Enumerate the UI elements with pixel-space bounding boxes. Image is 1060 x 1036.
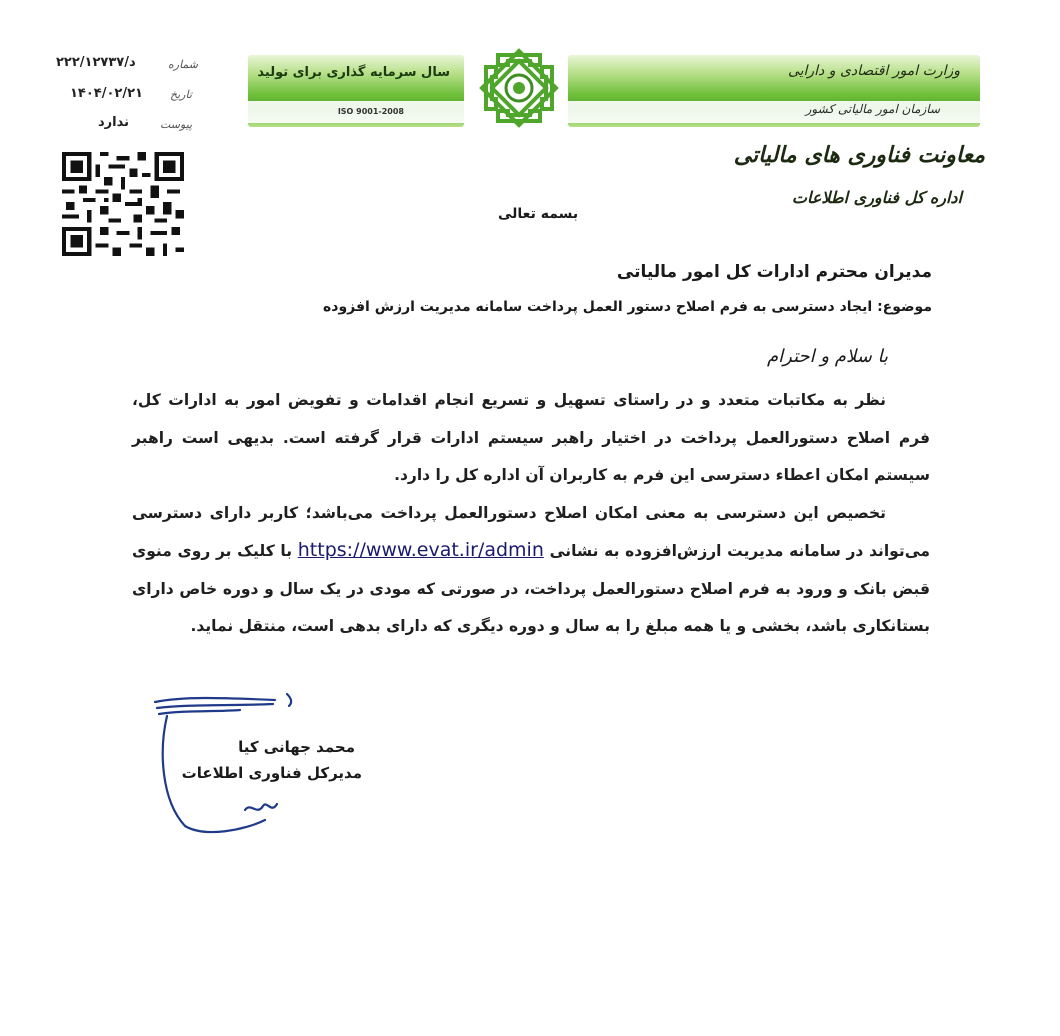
paragraph-2-intro: تخصیص این دسترسی به معنی امکان اصلاح دستورالعمل پرداخت می‌باشد؛ کاربر دارای دسترسی می‌تواند در سامانه مدیریت ارزش‌افزوده به نشانی	[132, 503, 930, 560]
letter-body	[132, 382, 930, 646]
ministry-name: وزارت امور اقتصادی و دارایی	[787, 63, 960, 79]
signatory-title: مدیرکل فناوری اطلاعات	[181, 764, 362, 782]
number-value: د/۲۲۲/۱۲۷۳۷	[56, 55, 136, 70]
paragraph-1: نظر به مکاتبات متعدد و در راستای تسهیل و تسریع انجام اقدامات و تفویض امور به ادارات کل، فرم اصلاح دستورالعمل پرداخت در اختیار راهبر سیستم ادارات قرار گرفته است. بدیهی است راهبر سیستم امکان اعطاء دسترسی این فرم به کاربران آن اداره کل را دارد.	[132, 391, 930, 484]
department-title: اداره کل فناوری اطلاعات	[791, 188, 962, 207]
recipient: مدیران محترم ادارات کل امور مالیاتی	[616, 262, 932, 282]
invocation: بسمه تعالی	[498, 206, 579, 222]
admin-url-link[interactable]: https://www.evat.ir/admin	[297, 539, 544, 561]
attachment-value: ندارد	[98, 115, 130, 130]
date-value: ۱۴۰۴/۰۲/۲۱	[70, 86, 143, 101]
ministry-banner	[568, 55, 980, 127]
date-label: تاریخ	[170, 88, 192, 101]
paragraph-2-rest: با کلیک بر روی منوی قبض بانک و ورود به فرم اصلاح دستورالعمل پرداخت، در صورتی که مودی در یک سال و دوره خاص دارای بستانکاری باشد، بخشی و یا همه مبلغ را به سال و دوره دیگری که دارای بدهی است، منتقل نماید.	[132, 542, 930, 635]
tax-organization-emblem-icon	[476, 45, 562, 131]
paragraph-2	[132, 495, 930, 646]
qr-code-icon	[62, 152, 184, 256]
number-label: شماره	[168, 58, 199, 71]
signatory-name: محمد جهانی کیا	[238, 738, 355, 756]
organization-name: سازمان امور مالیاتی کشور	[805, 102, 940, 116]
subject-line: موضوع: ایجاد دسترسی به فرم اصلاح دستور العمل پرداخت سامانه مدیریت ارزش افزوده	[323, 299, 932, 315]
greeting: با سلام و احترام	[767, 346, 888, 367]
deputy-title: معاونت فناوری های مالیاتی	[733, 142, 985, 168]
attachment-label: پیوست	[160, 118, 193, 131]
slogan-banner	[248, 55, 464, 127]
iso-label: ISO 9001-2008	[337, 107, 404, 116]
slogan-text: سال سرمایه گذاری برای تولید	[257, 65, 450, 80]
